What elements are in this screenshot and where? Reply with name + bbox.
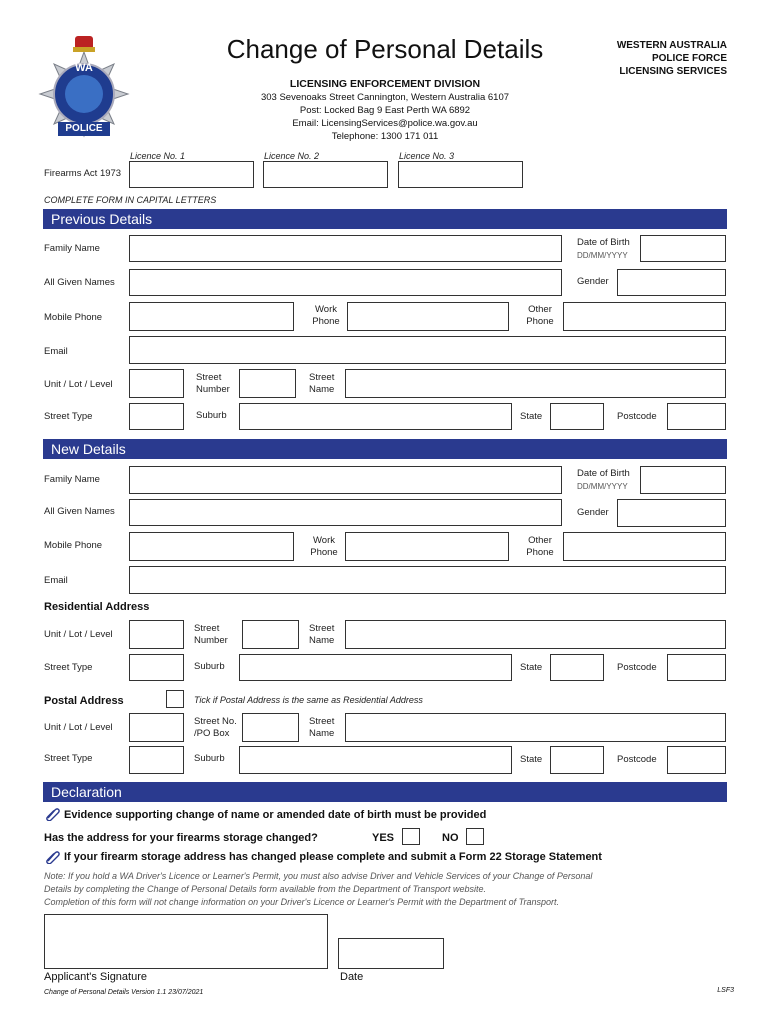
new-family-name-label: Family Name: [44, 474, 100, 485]
org-line-1: WESTERN AUSTRALIA: [616, 40, 727, 51]
res-street-type-label: Street Type: [44, 662, 93, 673]
licence-1-field[interactable]: [129, 161, 254, 188]
capital-letters-instruction: COMPLETE FORM IN CAPITAL LETTERS: [44, 195, 217, 205]
postal-street-name-input[interactable]: [345, 713, 726, 742]
res-suburb-label: Suburb: [194, 661, 225, 672]
new-email-input[interactable]: [129, 566, 726, 594]
new-email-label: Email: [44, 575, 68, 586]
postal-street-type-input[interactable]: [129, 746, 184, 774]
footer-version: Change of Personal Details Version 1.1 23/07/2021: [44, 989, 204, 996]
new-other-phone-label: Other Phone: [526, 535, 554, 558]
new-family-name-input[interactable]: [129, 466, 562, 494]
licence-3-label: Licence No. 3: [399, 151, 455, 161]
no-checkbox[interactable]: [466, 828, 484, 845]
prev-street-type-input[interactable]: [129, 403, 184, 430]
division-title: LICENSING ENFORCEMENT DIVISION: [289, 78, 481, 90]
new-given-names-label: All Given Names: [44, 506, 115, 517]
new-mobile-input[interactable]: [129, 532, 294, 561]
res-street-number-input[interactable]: [242, 620, 299, 649]
new-dob-input[interactable]: [640, 466, 726, 494]
new-work-phone-input[interactable]: [345, 532, 509, 561]
new-details-header: New Details: [43, 439, 727, 459]
res-street-name-input[interactable]: [345, 620, 726, 649]
prev-state-input[interactable]: [550, 403, 604, 430]
postal-same-checkbox[interactable]: [166, 690, 184, 708]
new-other-phone-input[interactable]: [563, 532, 726, 561]
postal-postcode-input[interactable]: [667, 746, 726, 774]
licence-2-field[interactable]: [263, 161, 388, 188]
prev-postcode-input[interactable]: [667, 403, 726, 430]
prev-email-input[interactable]: [129, 336, 726, 364]
prev-unit-input[interactable]: [129, 369, 184, 398]
prev-family-name-input[interactable]: [129, 235, 562, 262]
email-line: Email: LicensingServices@police.wa.gov.au: [292, 118, 478, 129]
licence-3-field[interactable]: [398, 161, 523, 188]
postal-suburb-input[interactable]: [239, 746, 512, 774]
prev-state-label: State: [520, 411, 543, 422]
prev-unit-label: Unit / Lot / Level: [44, 379, 113, 390]
note-line-3: Completion of this form will not change information on your Driver's Licence or Learner's Permit with the Department of Transport.: [44, 897, 559, 907]
prev-gender-input[interactable]: [617, 269, 726, 296]
res-suburb-input[interactable]: [239, 654, 512, 681]
declaration-header: Declaration: [43, 782, 727, 802]
prev-suburb-input[interactable]: [239, 403, 512, 430]
res-street-number-label: Street Number: [194, 623, 228, 646]
prev-street-number-label: Street Number: [196, 372, 230, 395]
licence-1-label: Licence No. 1: [130, 151, 186, 161]
prev-given-names-input[interactable]: [129, 269, 562, 296]
new-given-names-input[interactable]: [129, 499, 562, 526]
page-title: Change of Personal Details: [226, 34, 544, 64]
prev-dob-input[interactable]: [640, 235, 726, 262]
previous-details-header: Previous Details: [43, 209, 727, 229]
res-postcode-input[interactable]: [667, 654, 726, 681]
prev-street-number-input[interactable]: [239, 369, 296, 398]
res-street-type-input[interactable]: [129, 654, 184, 681]
prev-suburb-label: Suburb: [196, 410, 227, 421]
licence-2-label: Licence No. 2: [264, 151, 320, 161]
prev-work-phone-label: Work Phone: [312, 304, 340, 327]
prev-other-phone-label: Other Phone: [526, 304, 554, 327]
new-gender-label: Gender: [577, 507, 609, 518]
logo-emblem: WA: [75, 62, 93, 74]
paperclip-icon-2: [44, 850, 60, 864]
prev-other-phone-input[interactable]: [563, 302, 726, 331]
prev-work-phone-input[interactable]: [347, 302, 509, 331]
prev-email-label: Email: [44, 346, 68, 357]
prev-dob-format: DD/MM/YYYY: [577, 251, 628, 260]
prev-mobile-label: Mobile Phone: [44, 312, 103, 323]
postal-street-no-label: Street No. /PO Box: [194, 716, 237, 739]
postal-state-input[interactable]: [550, 746, 604, 774]
logo-text: POLICE: [65, 123, 103, 134]
postal-address-heading: Postal Address: [44, 695, 124, 707]
footer-code: LSF3: [717, 987, 734, 994]
res-unit-label: Unit / Lot / Level: [44, 629, 113, 640]
prev-street-type-label: Street Type: [44, 411, 93, 422]
new-dob-label: Date of Birth: [577, 468, 630, 479]
signature-box[interactable]: [44, 914, 328, 969]
res-street-name-label: Street Name: [309, 623, 335, 646]
res-postcode-label: Postcode: [617, 662, 657, 673]
yes-checkbox[interactable]: [402, 828, 420, 845]
note-line-2: Details by completing the Change of Personal Details form available from the Department of Transport website.: [44, 884, 487, 894]
postal-postcode-label: Postcode: [617, 754, 657, 765]
postal-suburb-label: Suburb: [194, 753, 225, 764]
new-dob-format: DD/MM/YYYY: [577, 482, 628, 491]
date-label: Date: [340, 971, 364, 983]
prev-street-name-label: Street Name: [309, 372, 335, 395]
prev-street-name-input[interactable]: [345, 369, 726, 398]
postal-line: Post: Locked Bag 9 East Perth WA 6892: [299, 105, 471, 116]
postal-same-label: Tick if Postal Address is the same as Residential Address: [194, 695, 423, 705]
postal-unit-input[interactable]: [129, 713, 184, 742]
prev-gender-label: Gender: [577, 276, 609, 287]
form22-notice: If your firearm storage address has changed please complete and submit a Form 22 Storage Statement: [64, 851, 602, 863]
postal-street-type-label: Street Type: [44, 753, 93, 764]
yes-label: YES: [372, 832, 395, 844]
new-mobile-label: Mobile Phone: [44, 540, 103, 551]
postal-unit-label: Unit / Lot / Level: [44, 722, 113, 733]
residential-address-heading: Residential Address: [44, 601, 150, 613]
postal-street-no-input[interactable]: [242, 713, 299, 742]
org-line-2: POLICE FORCE: [651, 53, 727, 64]
date-box[interactable]: [338, 938, 444, 969]
note-line-1: Note: If you hold a WA Driver's Licence or Learner's Permit, you must also advise Driver and Vehicle Services of your Change of Personal: [44, 871, 593, 881]
address-line: 303 Sevenoaks Street Cannington, Western Australia 6107: [260, 92, 510, 103]
evidence-notice: Evidence supporting change of name or amended date of birth must be provided: [64, 809, 487, 821]
postal-street-name-label: Street Name: [309, 716, 335, 739]
paperclip-icon: [44, 807, 60, 821]
new-gender-input[interactable]: [617, 499, 726, 527]
wa-police-logo: [34, 34, 134, 150]
prev-given-names-label: All Given Names: [44, 277, 115, 288]
prev-dob-label: Date of Birth: [577, 237, 630, 248]
postal-state-label: State: [520, 754, 543, 765]
org-line-3: LICENSING SERVICES: [619, 66, 727, 77]
phone-line: Telephone: 1300 171 011: [331, 131, 439, 142]
new-work-phone-label: Work Phone: [310, 535, 338, 558]
signature-label: Applicant's Signature: [44, 971, 147, 983]
prev-postcode-label: Postcode: [617, 411, 657, 422]
res-unit-input[interactable]: [129, 620, 184, 649]
res-state-label: State: [520, 662, 543, 673]
prev-family-name-label: Family Name: [44, 243, 100, 254]
res-state-input[interactable]: [550, 654, 604, 681]
no-label: NO: [442, 832, 459, 844]
prev-mobile-input[interactable]: [129, 302, 294, 331]
firearms-act-label: Firearms Act 1973: [44, 168, 122, 179]
storage-question: Has the address for your firearms storage changed?: [44, 832, 318, 844]
